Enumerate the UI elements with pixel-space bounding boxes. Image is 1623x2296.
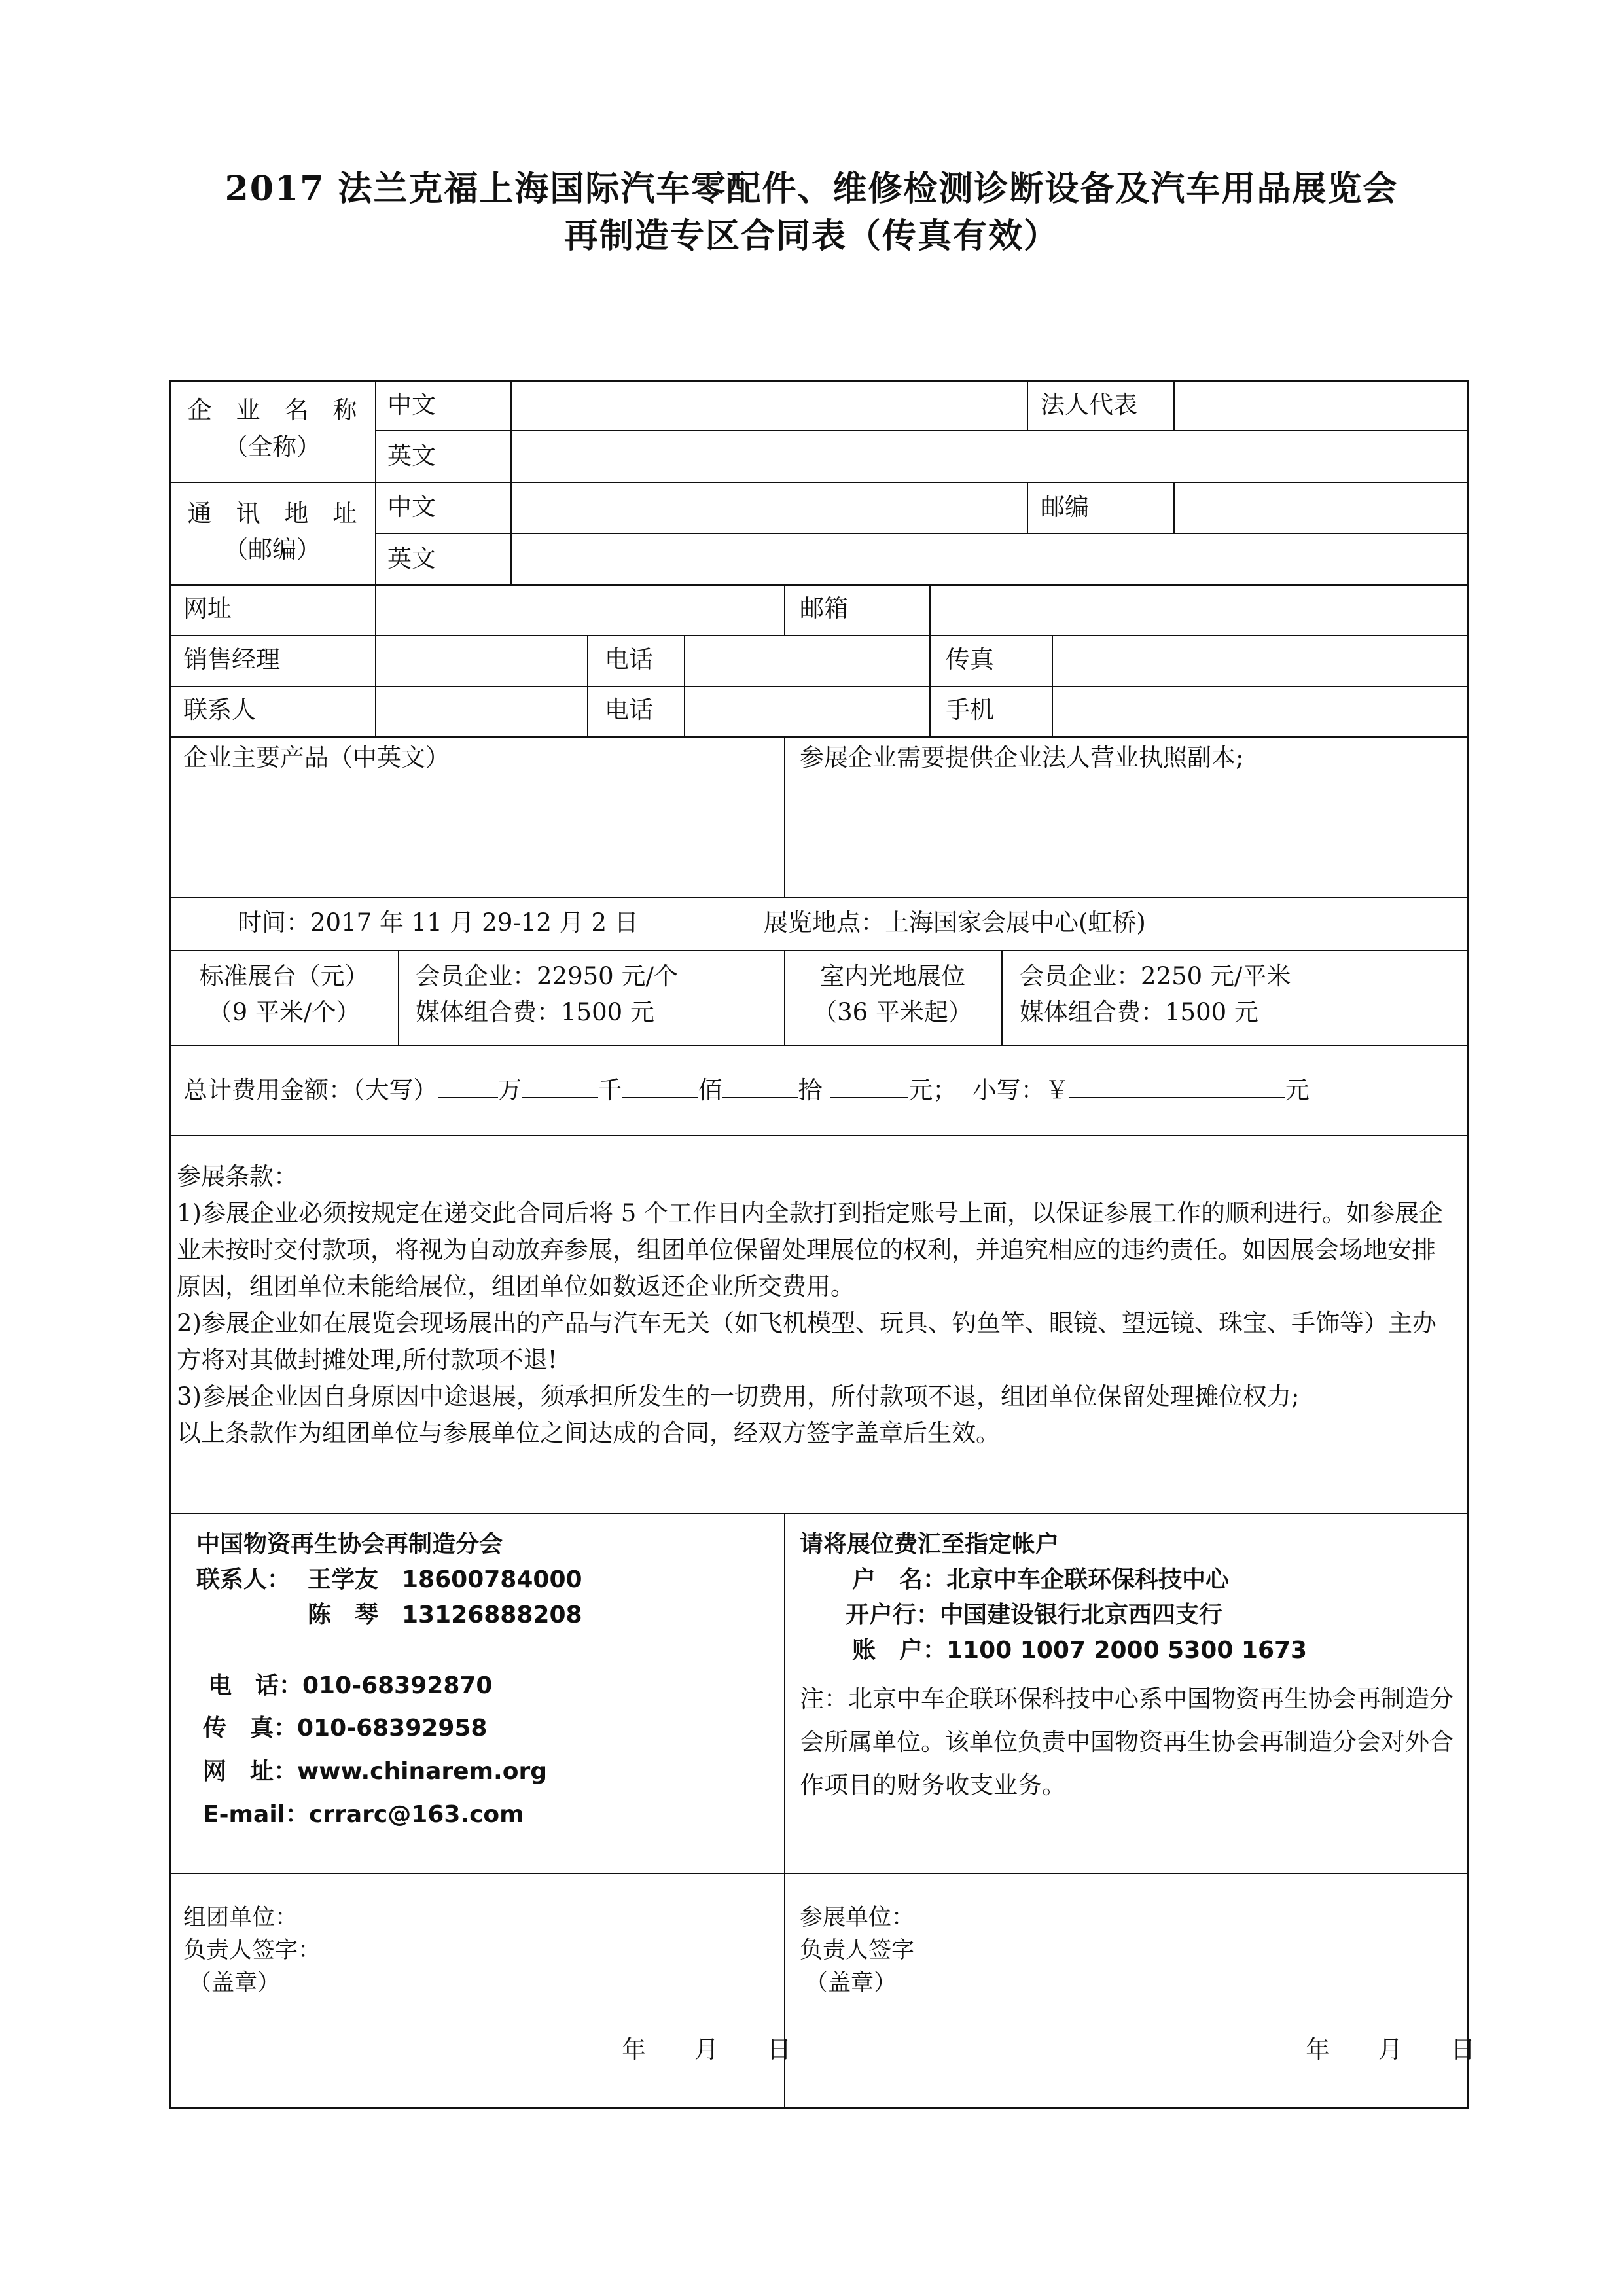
col-divider xyxy=(929,584,931,635)
row-divider xyxy=(169,1135,1469,1136)
row-divider xyxy=(169,635,1469,636)
small-yuan-unit: 元 xyxy=(1285,1076,1310,1104)
col-divider xyxy=(784,736,785,897)
small-amount-field[interactable] xyxy=(1069,1073,1285,1098)
row-divider xyxy=(169,950,1469,951)
row-divider xyxy=(169,1045,1469,1046)
address-sub: （邮编） xyxy=(224,535,321,564)
mobile-label: 手机 xyxy=(946,696,994,724)
organizer-signer-label: 负责人签字： xyxy=(183,1937,321,1964)
exhibitor-unit-label: 参展单位： xyxy=(800,1905,915,1931)
col-divider xyxy=(1173,380,1175,430)
col-divider xyxy=(1027,482,1028,533)
terms-heading: 参展条款： xyxy=(177,1162,298,1191)
total-amount-label: 总计费用金额：（大写） xyxy=(183,1076,438,1104)
terms-item-1: 1)参展企业必须按规定在递交此合同后将 5 个工作日内全款打到指定账号上面，以保证参展工作的顺利进行。如参展企业未按时交付款项，将视为自动放弃参展，组团单位保留处理展位的权利，并追究相应的违约责任。如因展会场地安排原因，组团单位未能给展位，组团单位如数返还企业所交费用。 xyxy=(177,1199,1444,1300)
col-divider xyxy=(1001,950,1003,1045)
std-booth-label: 标准展台（元） xyxy=(199,962,369,990)
col-divider xyxy=(929,635,931,736)
col-divider xyxy=(1027,380,1028,430)
raw-space-sub: （36 平米起） xyxy=(813,998,972,1026)
address-label: 通 讯 地 址 xyxy=(187,499,357,528)
std-booth-sub: （9 平米/个） xyxy=(207,998,361,1026)
terms-item-4: 以上条款作为组团单位与参展单位之间达成的合同，经双方签字盖章后生效。 xyxy=(177,1419,1000,1447)
sales-manager-label: 销售经理 xyxy=(183,645,280,673)
main-products-label: 企业主要产品（中英文） xyxy=(183,744,450,772)
exhibitor-seal-label: （盖章） xyxy=(805,1970,897,1996)
raw-space-label: 室内光地展位 xyxy=(820,962,965,990)
exhibitor-date: 年 月 日 xyxy=(1306,2036,1475,2064)
bai-field[interactable] xyxy=(622,1073,698,1098)
col-divider xyxy=(1052,635,1053,736)
col-divider xyxy=(1173,482,1175,533)
std-booth-media: 媒体组合费：1500 元 xyxy=(416,998,654,1026)
std-booth-member: 会员企业：22950 元/个 xyxy=(416,962,678,990)
bank-account-name: 户 名：北京中车企联环保科技中心 xyxy=(852,1566,1230,1593)
exhibitor-signer-label: 负责人签字 xyxy=(800,1937,915,1964)
small-amount-label: 小写：￥ xyxy=(972,1076,1069,1104)
terms-item-3: 3)参展企业因自身原因中途退展，须承担所发生的一切费用，所付款项不退，组团单位保留处理摊位权力; xyxy=(177,1382,1300,1410)
title-line-2: 再制造专区合同表（传真有效） xyxy=(563,216,1059,256)
col-divider xyxy=(684,635,685,736)
qian-field[interactable] xyxy=(522,1073,598,1098)
organizer-contact-1: 王学友 18600784000 xyxy=(308,1566,582,1593)
organizer-unit-label: 组团单位： xyxy=(183,1905,298,1931)
row-divider xyxy=(169,1873,1469,1874)
company-name-label: 企 业 名 称 xyxy=(187,396,357,424)
row-divider xyxy=(375,430,1469,431)
yuan-unit: 元； xyxy=(908,1076,957,1104)
company-name-sub: （全称） xyxy=(224,433,321,461)
phone-label: 电话 xyxy=(605,645,653,673)
terms-section xyxy=(177,1158,1459,1452)
company-en-label: 英文 xyxy=(387,442,436,470)
raw-space-media: 媒体组合费：1500 元 xyxy=(1020,998,1258,1026)
license-note: 参展企业需要提供企业法人营业执照副本; xyxy=(800,744,1244,772)
organizer-date: 年 月 日 xyxy=(622,2036,791,2064)
col-divider xyxy=(784,1513,785,2109)
row-divider xyxy=(169,897,1469,898)
website-label: 网址 xyxy=(183,594,232,622)
organizer-fax: 传 真：010-68392958 xyxy=(203,1715,488,1742)
wan-unit: 万 xyxy=(497,1076,522,1104)
exhibition-time: 时间：2017 年 11 月 29-12 月 2 日 xyxy=(238,908,639,937)
raw-space-member: 会员企业：2250 元/平米 xyxy=(1020,962,1291,990)
terms-item-2: 2)参展企业如在展览会现场展出的产品与汽车无关（如飞机模型、玩具、钓鱼竿、眼镜、望远镜、珠宝、手饰等）主办方将对其做封摊处理,所付款项不退! xyxy=(177,1309,1436,1374)
organizer-contact-2: 陈 琴 13126888208 xyxy=(308,1602,582,1628)
organizer-email: E-mail：crrarc@163.com xyxy=(203,1801,524,1828)
row-divider xyxy=(169,736,1469,738)
organizer-seal-label: （盖章） xyxy=(188,1970,281,1996)
shi-unit: 拾 xyxy=(798,1076,823,1104)
wan-field[interactable] xyxy=(438,1073,498,1098)
bai-unit: 佰 xyxy=(698,1076,722,1104)
qian-unit: 千 xyxy=(597,1076,622,1104)
contact-label: 联系人 xyxy=(183,696,256,724)
col-divider xyxy=(398,950,399,1045)
legal-rep-label: 法人代表 xyxy=(1041,391,1137,419)
shi-field[interactable] xyxy=(722,1073,798,1098)
organizer-contact-label: 联系人： xyxy=(196,1566,291,1593)
organizer-tel: 电 话：010-68392870 xyxy=(208,1672,493,1699)
col-divider xyxy=(510,380,512,584)
row-divider xyxy=(169,482,1469,483)
row-divider xyxy=(169,584,1469,586)
bank-heading: 请将展位费汇至指定帐户 xyxy=(800,1531,1060,1558)
col-divider xyxy=(784,584,785,635)
bank-account-number: 账 户：1100 1007 2000 5300 1673 xyxy=(852,1637,1308,1664)
phone-label-2: 电话 xyxy=(605,696,653,724)
row-divider xyxy=(375,533,1469,534)
address-en-label: 英文 xyxy=(387,545,436,573)
row-divider xyxy=(169,1513,1469,1514)
exhibition-venue: 展览地点：上海国家会展中心(虹桥) xyxy=(764,908,1146,937)
fax-label: 传真 xyxy=(946,645,994,673)
email-label: 邮箱 xyxy=(800,594,848,622)
col-divider xyxy=(375,380,376,736)
bank-note: 注：北京中车企联环保科技中心系中国物资再生协会再制造分会所属单位。该单位负责中国物资再生协会再制造分会对外合作项目的财务收支业务。 xyxy=(800,1685,1454,1799)
title-line-1: 2017 法兰克福上海国际汽车零配件、维修检测诊断设备及汽车用品展览会 xyxy=(224,169,1399,209)
col-divider xyxy=(587,635,588,736)
organizer-name: 中国物资再生协会再制造分会 xyxy=(196,1531,503,1558)
company-cn-label: 中文 xyxy=(387,391,436,419)
total-amount-line xyxy=(183,1073,1310,1106)
bank-name: 开户行：中国建设银行北京西四支行 xyxy=(846,1602,1223,1628)
row-divider xyxy=(169,686,1469,687)
postcode-label: 邮编 xyxy=(1041,493,1089,521)
address-cn-label: 中文 xyxy=(387,493,436,521)
yuan-field[interactable] xyxy=(830,1073,908,1098)
organizer-website: 网 址：www.chinarem.org xyxy=(203,1758,547,1785)
